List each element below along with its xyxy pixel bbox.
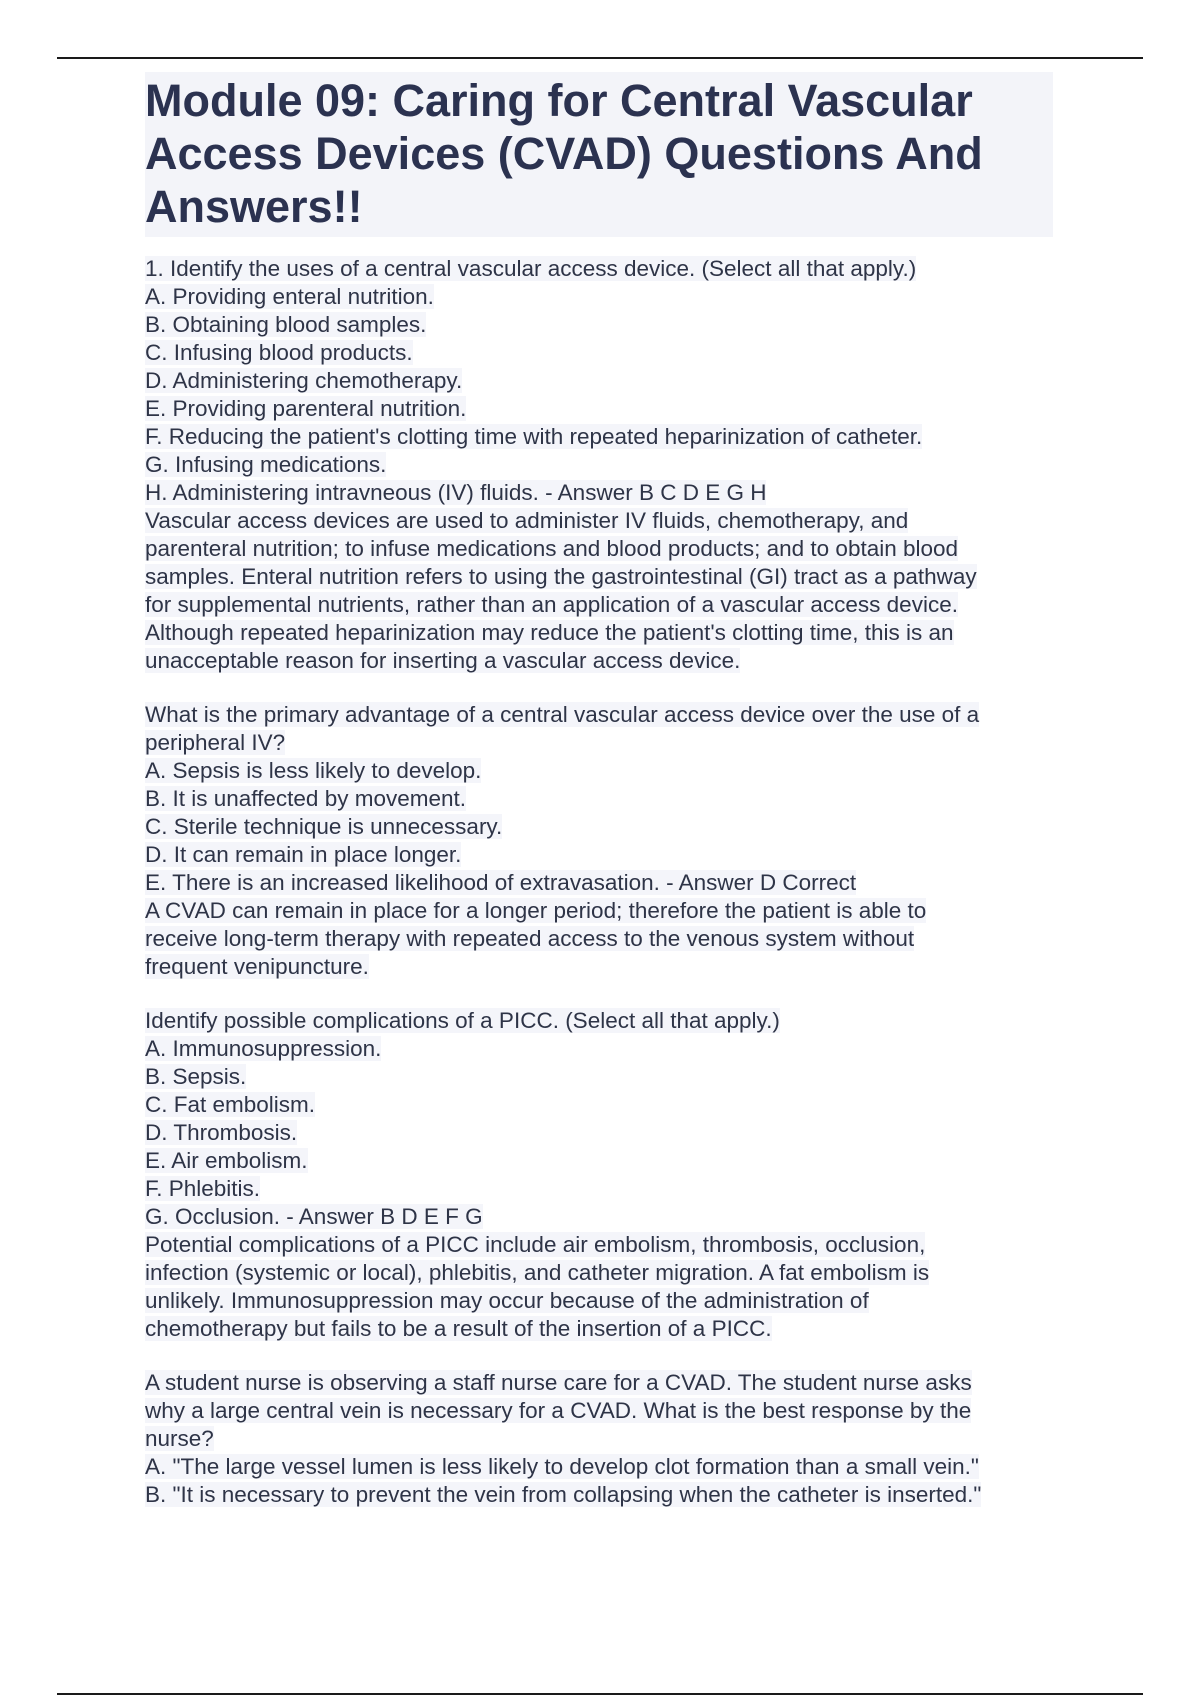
question-block-3 <box>145 1007 1055 1343</box>
text-line: parenteral nutrition; to infuse medications and blood products; and to obtain blood <box>145 536 959 561</box>
answer-line: H. Administering intravneous (IV) fluids. - Answer B C D E G H <box>145 480 767 505</box>
text-line: A. Sepsis is less likely to develop. <box>145 758 482 783</box>
answer-line: E. There is an increased likelihood of extravasation. - Answer D Correct <box>145 870 857 895</box>
text-line: unacceptable reason for inserting a vascular access device. <box>145 648 741 673</box>
text-line: Although repeated heparinization may reduce the patient's clotting time, this is an <box>145 620 954 645</box>
question-block-1 <box>145 255 1055 675</box>
text-line: nurse? <box>145 1426 214 1451</box>
document-body <box>145 72 1055 1509</box>
text-line: A. Providing enteral nutrition. <box>145 284 434 309</box>
answer-line: G. Occlusion. - Answer B D E F G <box>145 1204 483 1229</box>
bottom-rule <box>57 1693 1143 1695</box>
text-line: B. "It is necessary to prevent the vein from collapsing when the catheter is inserted." <box>145 1482 982 1507</box>
text-line: A CVAD can remain in place for a longer period; therefore the patient is able to <box>145 898 927 923</box>
text-line: What is the primary advantage of a central vascular access device over the use of a <box>145 702 980 727</box>
text-line: unlikely. Immunosuppression may occur because of the administration of <box>145 1288 869 1313</box>
text-line: Identify possible complications of a PICC. (Select all that apply.) <box>145 1008 780 1033</box>
text-line: receive long-term therapy with repeated access to the venous system without <box>145 926 915 951</box>
top-rule <box>57 57 1143 59</box>
text-line: B. It is unaffected by movement. <box>145 786 466 811</box>
text-line: E. Providing parenteral nutrition. <box>145 396 467 421</box>
document-title: Module 09: Caring for Central Vascular Access Devices (CVAD) Questions And Answers!! <box>145 72 1053 237</box>
text-line: samples. Enteral nutrition refers to using the gastrointestinal (GI) tract as a pathway <box>145 564 977 589</box>
text-line: C. Fat embolism. <box>145 1092 316 1117</box>
text-line: E. Air embolism. <box>145 1148 308 1173</box>
text-line: for supplemental nutrients, rather than an application of a vascular access device. <box>145 592 958 617</box>
text-line: C. Infusing blood products. <box>145 340 413 365</box>
question-block-4 <box>145 1369 1055 1509</box>
text-line: D. It can remain in place longer. <box>145 842 462 867</box>
text-line: Potential complications of a PICC include air embolism, thrombosis, occlusion, <box>145 1232 926 1257</box>
text-line: F. Reducing the patient's clotting time with repeated heparinization of catheter. <box>145 424 923 449</box>
text-line: Vascular access devices are used to administer IV fluids, chemotherapy, and <box>145 508 909 533</box>
text-line: B. Obtaining blood samples. <box>145 312 427 337</box>
text-line: infection (systemic or local), phlebitis, and catheter migration. A fat embolism is <box>145 1260 930 1285</box>
text-line: A. "The large vessel lumen is less likely to develop clot formation than a small vein." <box>145 1454 979 1479</box>
text-line: 1. Identify the uses of a central vascular access device. (Select all that apply.) <box>145 256 917 281</box>
text-line: D. Administering chemotherapy. <box>145 368 463 393</box>
text-line: B. Sepsis. <box>145 1064 247 1089</box>
question-block-2 <box>145 701 1055 981</box>
text-line: A. Immunosuppression. <box>145 1036 382 1061</box>
text-line: chemotherapy but fails to be a result of the insertion of a PICC. <box>145 1316 772 1341</box>
text-line: G. Infusing medications. <box>145 452 387 477</box>
text-line: A student nurse is observing a staff nurse care for a CVAD. The student nurse asks <box>145 1370 972 1395</box>
text-line: frequent venipuncture. <box>145 954 369 979</box>
text-line: C. Sterile technique is unnecessary. <box>145 814 503 839</box>
text-line: why a large central vein is necessary for a CVAD. What is the best response by the <box>145 1398 972 1423</box>
text-line: peripheral IV? <box>145 730 286 755</box>
text-line: D. Thrombosis. <box>145 1120 298 1145</box>
text-line: F. Phlebitis. <box>145 1176 261 1201</box>
